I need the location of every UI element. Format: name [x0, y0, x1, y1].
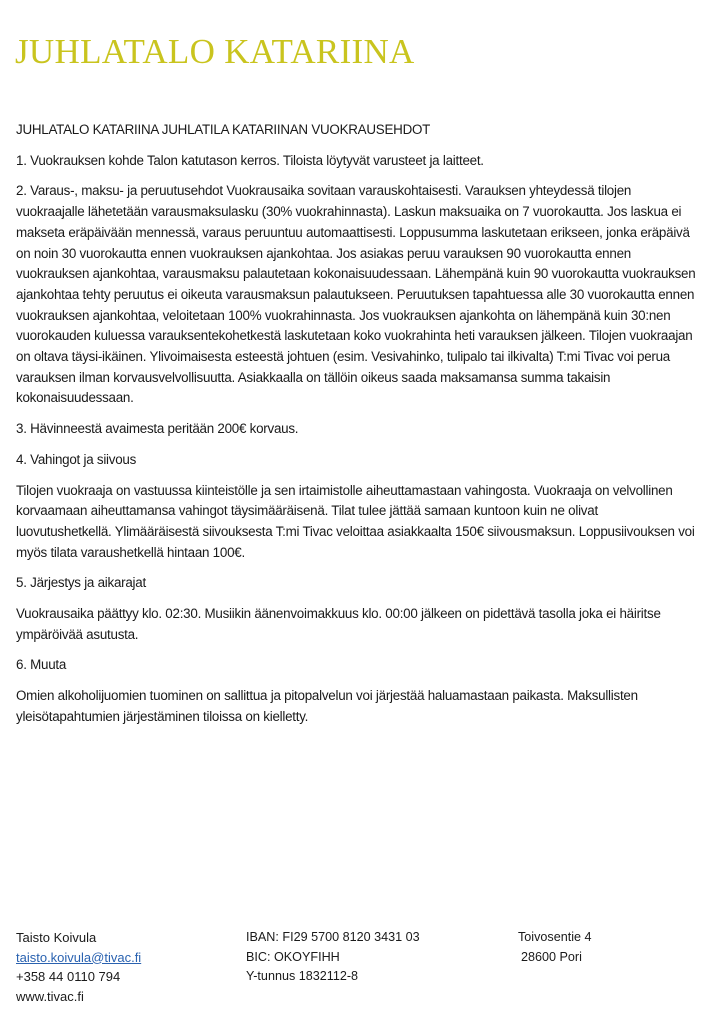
- contact-website: www.tivac.fi: [16, 988, 84, 1004]
- bank-bic: BIC: OKOYFIHH: [246, 949, 340, 964]
- document-title: JUHLATALO KATARIINA: [15, 32, 415, 71]
- business-id: Y-tunnus 1832112-8: [246, 969, 359, 984]
- document-heading: JUHLATALO KATARIINA JUHLATILA KATARIINAN VUOKRAUSEHDOT: [16, 122, 431, 137]
- document-body: [16, 120, 696, 738]
- footer-contact: [16, 928, 141, 1006]
- paragraph-4: Tilojen vuokraaja on vastuussa kiinteistölle ja sen irtaimistolle aiheuttamastaan vahingosta. Vuokraaja on velvollinen korvaamaan aiheuttamansa vahingot täysimääräisenä. Tilat tulee jättää samaan kuntoon kuin ne olivat luovutushetkellä. Ylimääräisestä siivouksesta T:mi Tivac veloittaa asiakkaalta 150€ siivousmaksun. Loppusiivouksen voi myös tilata varaushetkellä hintaan 100€.: [16, 482, 695, 560]
- section-heading-5: 5. Järjestys ja aikarajat: [16, 575, 146, 591]
- footer-address: [518, 928, 592, 967]
- document-footer: [16, 928, 696, 1018]
- paragraph-1: 1. Vuokrauksen kohde Talon katutason kerros. Tiloista löytyvät varusteet ja laitteet.: [16, 152, 484, 168]
- paragraph-5: Vuokrausaika päättyy klo. 02:30. Musiikin äänenvoimakkuus klo. 00:00 jälkeen on pidettävä tasolla joka ei häiritse ympäröivää asutusta.: [16, 606, 661, 642]
- contact-phone: +358 44 0110 794: [16, 969, 121, 985]
- contact-name: Taisto Koivula: [16, 930, 97, 945]
- address-street: Toivosentie 4: [518, 930, 592, 944]
- address-city: 28600 Pori: [521, 949, 582, 964]
- section-heading-6: 6. Muuta: [16, 657, 67, 673]
- contact-email-link[interactable]: taisto.koivula@tivac.fi: [16, 949, 142, 965]
- footer-bank: [246, 928, 420, 987]
- paragraph-6: Omien alkoholijuomien tuominen on sallittua ja pitopalvelun voi järjestää haluamastaan paikasta. Maksullisten yleisötapahtumien järjestäminen tiloissa on kielletty.: [16, 688, 638, 724]
- paragraph-3: 3. Hävinneestä avaimesta peritään 200€ korvaus.: [16, 421, 299, 437]
- bank-iban: IBAN: FI29 5700 8120 3431 03: [246, 930, 420, 944]
- section-heading-4: 4. Vahingot ja siivous: [16, 451, 137, 467]
- paragraph-2: 2. Varaus-, maksu- ja peruutusehdot Vuokrausaika sovitaan varauskohtaisesti. Varauksen yhteydessä tilojen vuokraajalle lähetetään varausmaksulasku (30% vuokrahinnasta). Laskun maksuaika on 7 vuorokautta. Jos laskua ei makseta eräpäivään mennessä, varaus peruuntuu automaattisesti. Loppusumma laskutetaan erikseen, jonka eräpäivä on noin 30 vuorokautta ennen vuokrauksen ajankohtaa. Jos asiakas peruu varauksen 90 vuorokautta ennen vuokrauksen ajankohtaa, varausmaksu palautetaan kokonaisuudessaan. Lähempänä kuin 90 vuorokautta vuokrauksen ajankohtaa tehty peruutus ei oikeuta varausmaksun palautukseen. Peruutuksen tapahtuessa alle 30 vuorokautta ennen vuokrauksen ajankohtaa, veloitetaan 100% vuokrahinnasta. Jos vuokrauksen ajankohta on lähempänä kuin 30:nen vuorokauden kuluessa varauksentekohetkestä laskutetaan koko vuokrahinta heti varauksen jälkeen. Tilojen vuokraajan on oltava täysi-ikäinen. Ylivoimaisesta esteestä johtuen (esim. Vesivahinko, tulipalo tai ilkivalta) T:mi Tivac voi perua varauksen ilman korvausvelvollisuutta. Asiakkaalla on tällöin oikeus saada maksamansa summa takaisin kokonaisuudessaan.: [16, 183, 696, 406]
